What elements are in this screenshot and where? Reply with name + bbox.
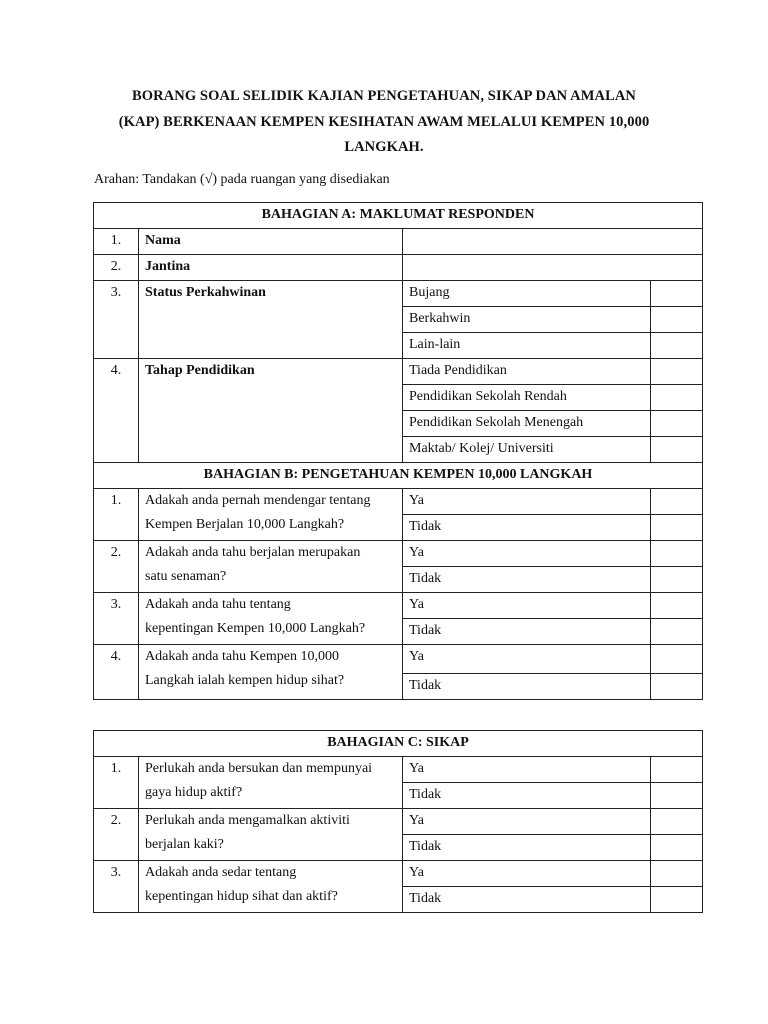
row-number: 1. (94, 229, 139, 255)
row-number: 2. (94, 255, 139, 281)
tick-box-ya[interactable] (651, 541, 703, 567)
option-sekolah-menengah: Pendidikan Sekolah Menengah (403, 411, 651, 437)
option-maktab-kolej-universiti: Maktab/ Kolej/ Universiti (403, 437, 651, 463)
tick-box-tidak[interactable] (651, 674, 703, 700)
option-tidak: Tidak (403, 887, 651, 913)
table-row (94, 255, 703, 281)
question-text (139, 861, 403, 913)
question-text (139, 489, 403, 541)
question-line-2: kepentingan hidup sihat dan aktif? (145, 889, 338, 904)
option-ya: Ya (403, 645, 651, 674)
tick-box-berkahwin[interactable] (651, 307, 703, 333)
option-bujang: Bujang (403, 281, 651, 307)
option-tidak: Tidak (403, 783, 651, 809)
tick-box-tiada-pendidikan[interactable] (651, 359, 703, 385)
row-number: 3. (94, 861, 139, 913)
question-text (139, 809, 403, 861)
tick-box-tidak[interactable] (651, 567, 703, 593)
title-line-2: (KAP) BERKENAAN KEMPEN KESIHATAN AWAM MELALUI KEMPEN 10,000 (118, 113, 650, 130)
table-row (94, 757, 703, 783)
question-line-1: Adakah anda tahu berjalan merupakan (145, 545, 361, 560)
tick-box-ya[interactable] (651, 757, 703, 783)
table-row (94, 809, 703, 835)
option-tidak: Tidak (403, 619, 651, 645)
question-text (139, 593, 403, 645)
option-ya: Ya (403, 809, 651, 835)
question-line-2: gaya hidup aktif? (145, 785, 243, 800)
row-number: 2. (94, 809, 139, 861)
field-label-nama: Nama (139, 229, 403, 255)
table-row (94, 281, 703, 307)
table-row (94, 489, 703, 515)
row-number: 4. (94, 645, 139, 700)
table-row (94, 541, 703, 567)
tick-box-tidak[interactable] (651, 887, 703, 913)
option-tidak: Tidak (403, 835, 651, 861)
option-sekolah-rendah: Pendidikan Sekolah Rendah (403, 385, 651, 411)
tick-box-sekolah-menengah[interactable] (651, 411, 703, 437)
tick-box-bujang[interactable] (651, 281, 703, 307)
field-label-jantina: Jantina (139, 255, 403, 281)
question-text (139, 757, 403, 809)
option-tidak: Tidak (403, 674, 651, 700)
option-ya: Ya (403, 861, 651, 887)
question-line-1: Adakah anda sedar tentang (145, 865, 297, 880)
section-a-b-table (93, 202, 703, 700)
tick-box-ya[interactable] (651, 593, 703, 619)
option-ya: Ya (403, 593, 651, 619)
question-line-2: satu senaman? (145, 569, 227, 584)
question-text (139, 645, 403, 700)
question-line-1: Perlukah anda mengamalkan aktiviti (145, 813, 350, 828)
row-number: 1. (94, 489, 139, 541)
tick-box-tidak[interactable] (651, 619, 703, 645)
row-number: 4. (94, 359, 139, 463)
tick-box-ya[interactable] (651, 861, 703, 887)
row-number: 1. (94, 757, 139, 809)
question-line-2: Langkah ialah kempen hidup sihat? (145, 673, 345, 688)
question-line-1: Perlukah anda bersukan dan mempunyai (145, 761, 373, 776)
section-a-header: BAHAGIAN A: MAKLUMAT RESPONDEN (94, 203, 703, 229)
option-ya: Ya (403, 489, 651, 515)
table-row (94, 861, 703, 887)
section-b-header: BAHAGIAN B: PENGETAHUAN KEMPEN 10,000 LANGKAH (94, 463, 703, 489)
option-tidak: Tidak (403, 567, 651, 593)
instruction-text: Arahan: Tandakan (√) pada ruangan yang disediakan (94, 172, 390, 187)
field-label-status-perkahwinan: Status Perkahwinan (139, 281, 403, 359)
table-row (94, 593, 703, 619)
title-line-3: LANGKAH. (344, 139, 424, 155)
option-berkahwin: Berkahwin (403, 307, 651, 333)
option-ya: Ya (403, 541, 651, 567)
tick-box-tidak[interactable] (651, 835, 703, 861)
tick-box-tidak[interactable] (651, 515, 703, 541)
question-line-1: Adakah anda pernah mendengar tentang (145, 493, 371, 508)
table-row (94, 359, 703, 385)
option-lain-lain: Lain-lain (403, 333, 651, 359)
row-number: 3. (94, 593, 139, 645)
question-line-1: Adakah anda tahu Kempen 10,000 (145, 649, 339, 664)
question-text (139, 541, 403, 593)
row-number: 2. (94, 541, 139, 593)
question-line-2: berjalan kaki? (145, 837, 224, 852)
table-row (94, 645, 703, 674)
tick-box-ya[interactable] (651, 489, 703, 515)
tick-box-tidak[interactable] (651, 783, 703, 809)
section-c-table (93, 730, 703, 913)
field-label-tahap-pendidikan: Tahap Pendidikan (139, 359, 403, 463)
title-line-1: BORANG SOAL SELIDIK KAJIAN PENGETAHUAN, SIKAP DAN AMALAN (131, 88, 637, 104)
tick-box-lain-lain[interactable] (651, 333, 703, 359)
question-line-2: kepentingan Kempen 10,000 Langkah? (145, 621, 366, 636)
option-tidak: Tidak (403, 515, 651, 541)
table-row (94, 229, 703, 255)
question-line-2: Kempen Berjalan 10,000 Langkah? (145, 517, 345, 532)
tick-box-maktab-kolej-universiti[interactable] (651, 437, 703, 463)
tick-box-ya[interactable] (651, 809, 703, 835)
option-ya: Ya (403, 757, 651, 783)
question-line-1: Adakah anda tahu tentang (145, 597, 291, 612)
nama-answer-field[interactable] (403, 229, 703, 255)
jantina-answer-field[interactable] (403, 255, 703, 281)
tick-box-sekolah-rendah[interactable] (651, 385, 703, 411)
form-title (60, 84, 708, 161)
option-tiada-pendidikan: Tiada Pendidikan (403, 359, 651, 385)
tick-box-ya[interactable] (651, 645, 703, 674)
row-number: 3. (94, 281, 139, 359)
section-c-header: BAHAGIAN C: SIKAP (94, 731, 703, 757)
